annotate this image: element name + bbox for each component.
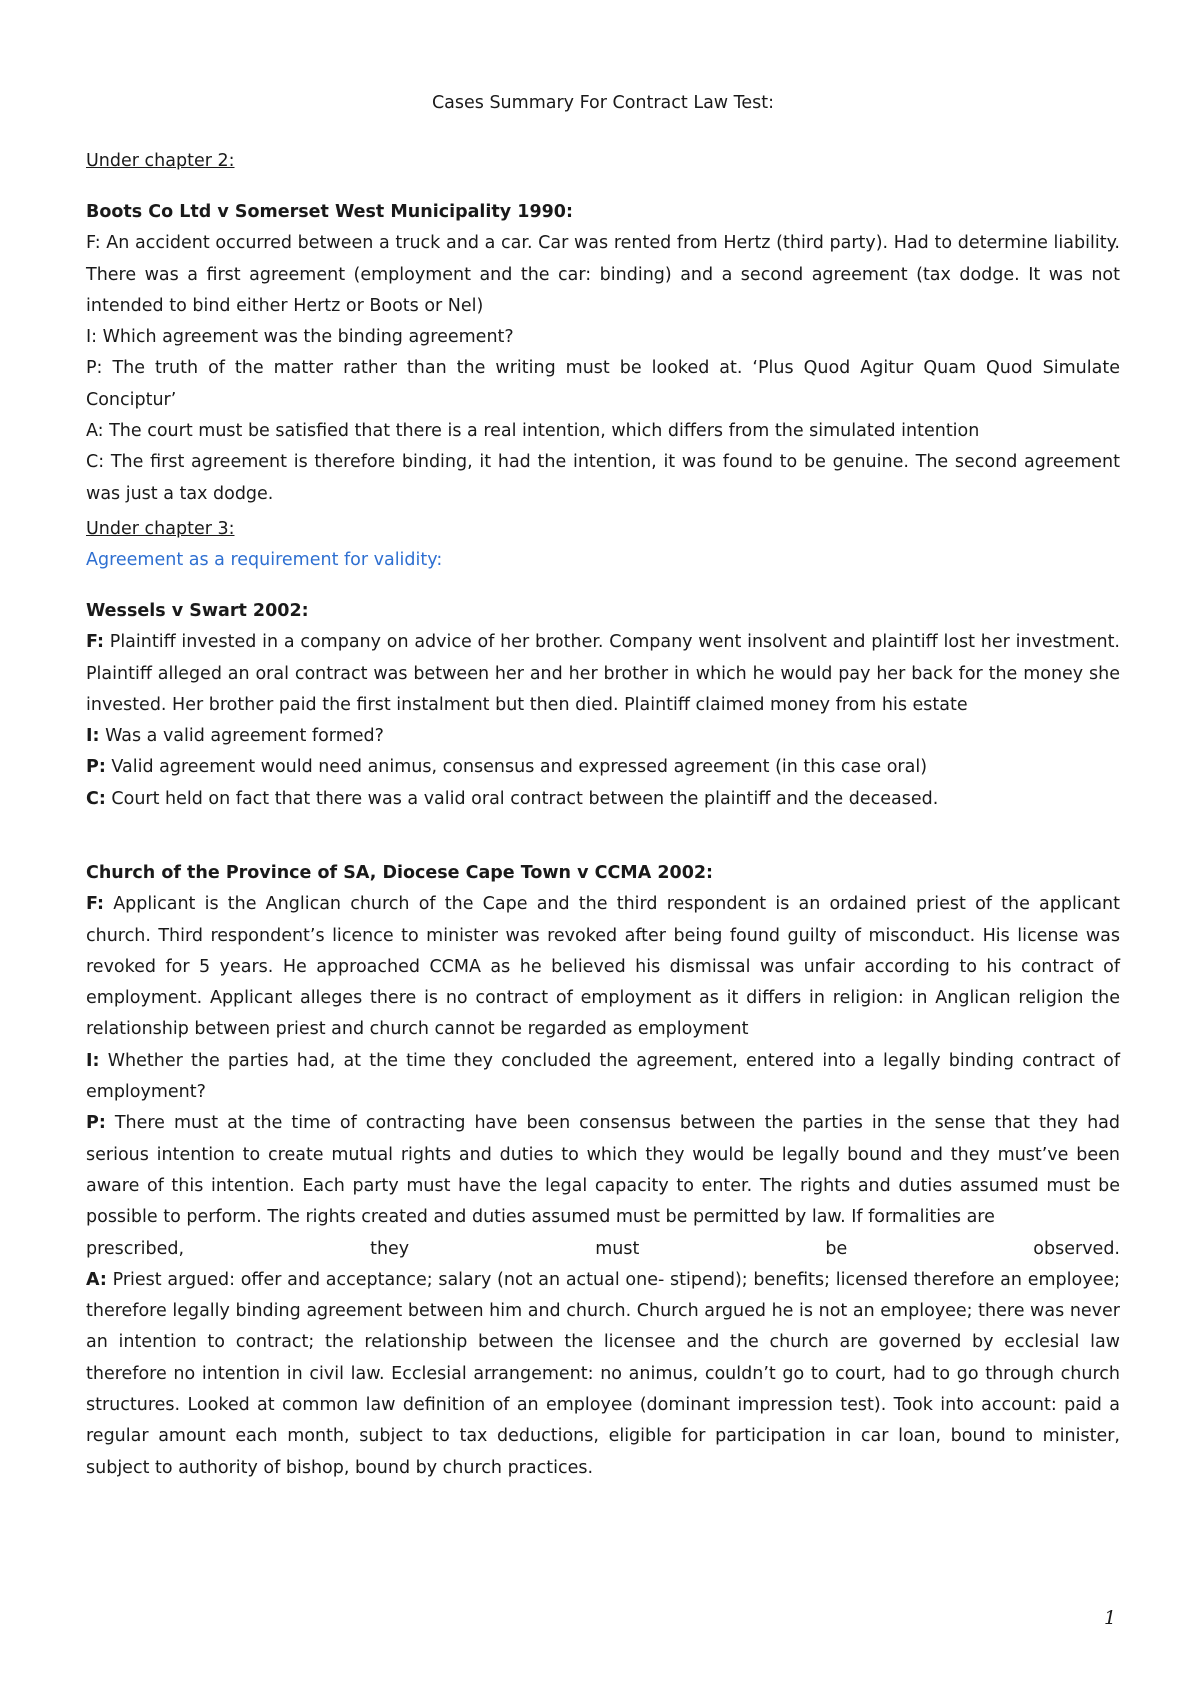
page-number: 1 — [1104, 1607, 1117, 1629]
case-boots-facts: F: An accident occurred between a truck and a car. Car was rented from Hertz (third party). Had to determine liability. There was a first agreement (employment and the car: binding) and a second agreement (tax dodge. It was not intended to bind either Hertz or Boots or Nel) — [86, 233, 1120, 316]
chapter-2-section — [86, 146, 1120, 177]
case-wessels-issue: I: Was a valid agreement formed? — [86, 726, 384, 747]
case-wessels-conclusion: C: Court held on fact that there was a valid oral contract between the plaintiff and the deceased. — [86, 788, 939, 809]
case-boots-application: A: The court must be satisfied that there is a real intention, which differs from the simulated intention — [86, 421, 980, 442]
case-boots — [86, 197, 1120, 510]
case-church-application: A: Priest argued: offer and acceptance; salary (not an actual one- stipend); benefits; licensed therefore an employee; therefore legally binding agreement between him and church. Church argued he is not an employee; there was never an intention to contract; the relationship between the licensee and the church are governed by ecclesial law therefore no intention in civil law. Ecclesial arrangement: no animus, couldn’t go to court, had to go through church structures. Looked at common law definition of an employee (dominant impression test). Took into account: paid a regular amount each month, subject to tax deductions, eligible for participation in car loan, bound to minister, subject to authority of bishop, bound by church practices. — [86, 1269, 1120, 1478]
case-church — [86, 858, 1120, 1484]
chapter-3-section — [86, 514, 1120, 577]
chapter-3-heading: Under chapter 3: — [86, 519, 235, 539]
case-wessels-principle: P: Valid agreement would need animus, consensus and expressed agreement (in this case oral) — [86, 757, 928, 778]
case-boots-title: Boots Co Ltd v Somerset West Municipality 1990: — [86, 202, 573, 222]
case-church-title: Church of the Province of SA, Diocese Cape Town v CCMA 2002: — [86, 863, 714, 883]
case-boots-principle: P: The truth of the matter rather than the writing must be looked at. ‘Plus Quod Agitur Quam Quod Simulate Conciptur’ — [86, 358, 1120, 410]
case-church-principle: P: There must at the time of contracting have been consensus between the parties in the sense that they had serious intention to create mutual rights and duties to which they would be legally bound and they must’ve been aware of this intention. Each party must have the legal capacity to enter. The rights and duties assumed must be possible to perform. The rights created and duties assumed must be permitted by law. If formalities are — [86, 1113, 1120, 1228]
case-boots-issue: I: Which agreement was the binding agreement? — [86, 327, 514, 348]
chapter-3-subheading: Agreement as a requirement for validity: — [86, 550, 443, 571]
case-wessels-facts: F: Plaintiff invested in a company on advice of her brother. Company went insolvent and plaintiff lost her investment. Plaintiff alleged an oral contract was between her and her brother in which he would pay her back for the money she invested. Her brother paid the first instalment but then died. Plaintiff claimed money from his estate — [86, 632, 1120, 715]
document-title: Cases Summary For Contract Law Test: — [431, 93, 775, 113]
case-boots-conclusion: C: The first agreement is therefore binding, it had the intention, it was found to be genuine. The second agreement was just a tax dodge. — [86, 452, 1120, 504]
case-church-principle-last-line: prescribed, they must be observed. — [86, 1238, 1120, 1259]
case-church-facts: F: Applicant is the Anglican church of the Cape and the third respondent is an ordained priest of the applicant church. Third respondent’s licence to minister was revoked after being found guilty of misconduct. His license was revoked for 5 years. He approached CCMA as he believed his dismissal was unfair according to his contract of employment. Applicant alleges there is no contract of employment as it differs in religion: in Anglican religion the relationship between priest and church cannot be regarded as employment — [86, 894, 1120, 1040]
case-church-issue: I: Whether the parties had, at the time they concluded the agreement, entered into a legally binding contract of employment? — [86, 1050, 1120, 1103]
case-wessels — [86, 596, 1120, 815]
chapter-2-heading: Under chapter 2: — [86, 151, 235, 171]
case-wessels-title: Wessels v Swart 2002: — [86, 601, 309, 621]
